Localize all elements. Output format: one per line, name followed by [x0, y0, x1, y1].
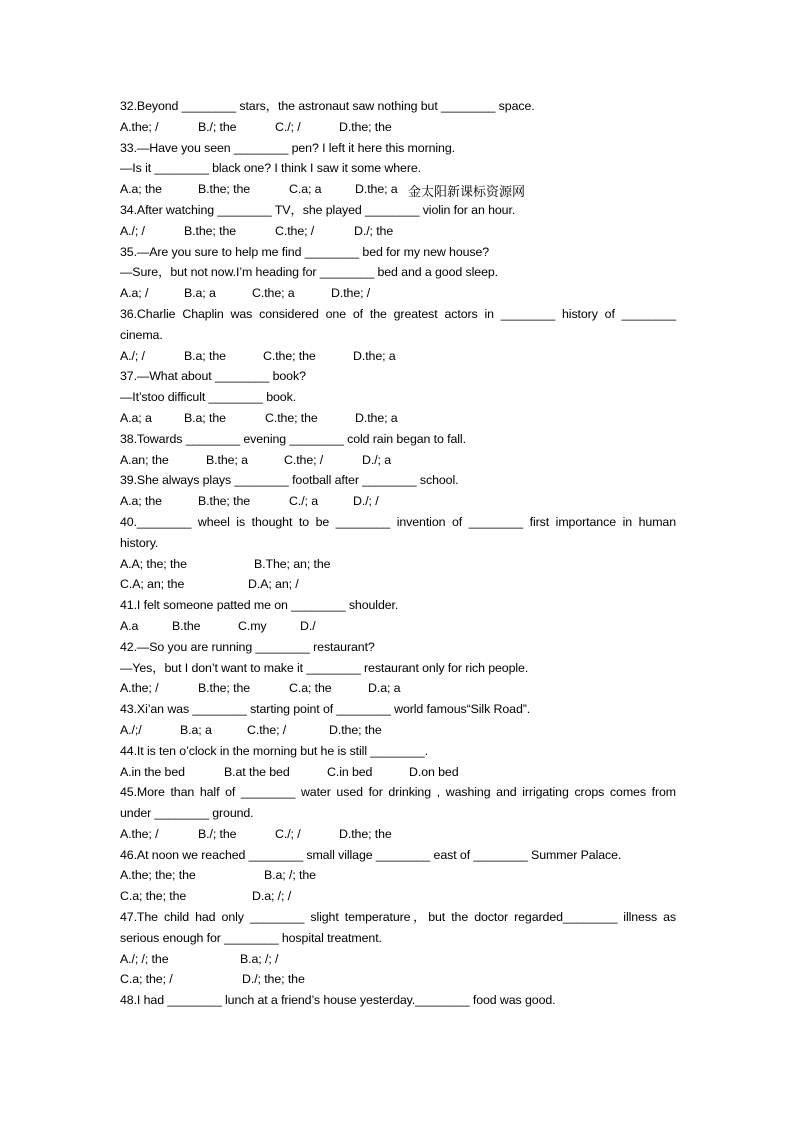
answer-option: D./; a: [362, 452, 392, 467]
answer-options-row: [120, 179, 676, 200]
answer-option: C.the; /: [284, 452, 324, 467]
answer-option: A.a; the: [120, 494, 162, 509]
answer-option: B.a; the: [184, 410, 226, 425]
answer-option: B.the; the: [184, 223, 237, 238]
answer-option: B.the; the: [198, 494, 251, 509]
answer-option: D.the; a: [355, 410, 398, 425]
question-stem: 32.Beyond ________ stars，the astronaut saw nothing but ________ space.: [120, 99, 535, 113]
answer-option: A.a; /: [120, 286, 149, 301]
answer-option: B.at the bed: [224, 764, 290, 779]
answer-option: D./; the; the: [242, 972, 305, 987]
answer-option: B.the; the: [198, 182, 251, 197]
answer-option: D.a; /; /: [252, 889, 292, 904]
answer-options-row: [120, 554, 676, 575]
answer-option: B.a; /; /: [240, 951, 279, 966]
answer-option: A./; /: [120, 348, 145, 363]
answer-options-row: [120, 969, 676, 990]
answer-option: B.the: [172, 618, 201, 633]
question-item: [120, 470, 676, 512]
answer-option: C.a; the: [289, 681, 332, 696]
answer-option: C.the; the: [263, 348, 316, 363]
answer-option: B.the; the: [198, 681, 251, 696]
question-text-line: —Sure，but not now.I’m heading for ________ bed and a good sleep.: [120, 265, 498, 280]
question-text-line: serious enough for ________ hospital treatment.: [120, 930, 382, 945]
answer-option: B.a; the: [184, 348, 226, 363]
question-stem: 41.I felt someone patted me on ________ shoulder.: [120, 598, 399, 613]
answer-options-row: [120, 949, 676, 970]
answer-option: C.my: [238, 618, 267, 633]
answer-options-row: [120, 283, 676, 304]
answer-option: C./; /: [275, 826, 301, 841]
question-stem: 33.—Have you seen ________ pen? I left it here this morning.: [120, 140, 455, 155]
question-text-line: —Is it ________ black one? I think I saw it some where.: [120, 161, 421, 176]
question-item: [120, 242, 676, 304]
answer-options-row: [120, 865, 676, 886]
question-text-line: under ________ ground.: [120, 806, 254, 821]
answer-option: B.the; a: [206, 452, 248, 467]
question-stem: 35.—Are you sure to help me find ________ bed for my new house?: [120, 244, 490, 259]
answer-option: A.the; the; the: [120, 868, 196, 883]
question-text-line: —It’stoo difficult ________ book.: [120, 390, 297, 405]
answer-option: D.a; a: [368, 681, 401, 696]
answer-option: D.the; the: [329, 722, 382, 737]
question-stem: 45.More than half of ________ water used for drinking , washing and irrigating crops comes from: [120, 785, 676, 800]
answer-option: B./; the: [198, 826, 237, 841]
answer-option: B.a; a: [184, 286, 216, 301]
question-stem: 43.Xi’an was ________ starting point of ________ world famous“Silk Road”.: [120, 702, 531, 717]
answer-option: D.the; the: [339, 826, 392, 841]
question-text-line: cinema.: [120, 327, 163, 342]
question-item: [120, 96, 676, 138]
answer-options-row: [120, 824, 676, 845]
answer-option: D.the; a: [353, 348, 396, 363]
answer-option: A./; /: [120, 223, 145, 238]
question-stem: 39.She always plays ________ football after ________ school.: [120, 473, 459, 488]
answer-options-row: [120, 346, 676, 367]
answer-option: A.a; a: [120, 410, 152, 425]
answer-options-row: [120, 221, 676, 242]
answer-option: D./; the: [354, 223, 394, 238]
answer-option: C.the; a: [252, 286, 295, 301]
question-stem: 34.After watching ________ TV，she played ________ violin for an hour.: [120, 202, 516, 217]
answer-option: D./; /: [353, 494, 379, 509]
answer-option: C.in bed: [327, 764, 373, 779]
answer-option: C.a; a: [289, 182, 322, 197]
question-stem: 37.—What about ________ book?: [120, 369, 306, 384]
question-item: [120, 845, 676, 907]
question-item: [120, 366, 676, 428]
answer-option: A.the; /: [120, 119, 159, 134]
answer-option: D.the; /: [331, 286, 371, 301]
question-item: [120, 595, 676, 637]
question-item: [120, 512, 676, 595]
answer-option: A.an; the: [120, 452, 169, 467]
answer-options-row: [120, 678, 676, 699]
question-stem: 42.—So you are running ________ restaurant?: [120, 639, 375, 654]
answer-option: C./; /: [275, 119, 301, 134]
answer-option: C.the; /: [275, 223, 315, 238]
question-stem: 36.Charlie Chaplin was considered one of the greatest actors in ________ history of ________: [120, 306, 676, 321]
answer-options-row: [120, 574, 676, 595]
answer-option: A.the; /: [120, 681, 159, 696]
answer-option: C.a; the; the: [120, 889, 187, 904]
question-list: [120, 96, 676, 1011]
answer-options-row: [120, 762, 676, 783]
answer-option: B.a; a: [180, 722, 212, 737]
answer-option: C.A; an; the: [120, 577, 185, 592]
question-item: [120, 637, 676, 699]
question-text-line: —Yes，but I don’t want to make it ________ restaurant only for rich people.: [120, 660, 529, 675]
question-item: [120, 741, 676, 783]
answer-option: A.A; the; the: [120, 556, 187, 571]
answer-option: C.the; the: [265, 410, 318, 425]
question-stem: 48.I had ________ lunch at a friend’s house yesterday.________ food was good.: [120, 993, 556, 1008]
question-stem: 40.________ wheel is thought to be ________ invention of ________ first importance in human: [120, 514, 676, 529]
question-item: [120, 782, 676, 844]
question-stem: 47.The child had only ________ slight temperature，but the doctor regarded________ illness as: [120, 910, 676, 925]
question-item: [120, 304, 676, 366]
answer-option: B./; the: [198, 119, 237, 134]
answer-option: A.the; /: [120, 826, 159, 841]
question-item: [120, 429, 676, 471]
answer-option: D.A; an; /: [248, 577, 299, 592]
answer-options-row: [120, 117, 676, 138]
answer-option: A.a; the: [120, 182, 162, 197]
answer-options-row: [120, 886, 676, 907]
question-item: [120, 200, 676, 242]
answer-options-row: [120, 720, 676, 741]
answer-option: B.The; an; the: [254, 556, 331, 571]
question-item: [120, 699, 676, 741]
watermark: 金太阳新课标资源网: [408, 185, 526, 200]
question-item: [120, 138, 676, 200]
question-stem: 46.At noon we reached ________ small village ________ east of ________ Summer Palace.: [120, 847, 622, 862]
answer-option: A.in the bed: [120, 764, 185, 779]
answer-options-row: [120, 491, 676, 512]
answer-option: D.the; a: [355, 182, 398, 197]
answer-options-row: [120, 408, 676, 429]
answer-option: C./; a: [289, 494, 319, 509]
answer-option: A./;/: [120, 722, 142, 737]
answer-option: C.a; the; /: [120, 972, 173, 987]
answer-option: B.a; /; the: [264, 868, 316, 883]
answer-option: D.on bed: [409, 764, 459, 779]
question-stem: 38.Towards ________ evening ________ cold rain began to fall.: [120, 431, 466, 446]
question-text-line: history.: [120, 535, 159, 550]
question-item: [120, 990, 676, 1011]
answer-option: A.a: [120, 618, 139, 633]
answer-option: C.the; /: [247, 722, 287, 737]
answer-options-row: [120, 616, 676, 637]
answer-option: D.the; the: [339, 119, 392, 134]
answer-option: A./; /; the: [120, 951, 169, 966]
answer-options-row: [120, 450, 676, 471]
question-stem: 44.It is ten o’clock in the morning but he is still ________.: [120, 743, 428, 758]
answer-option: D./: [300, 618, 316, 633]
question-item: [120, 907, 676, 990]
